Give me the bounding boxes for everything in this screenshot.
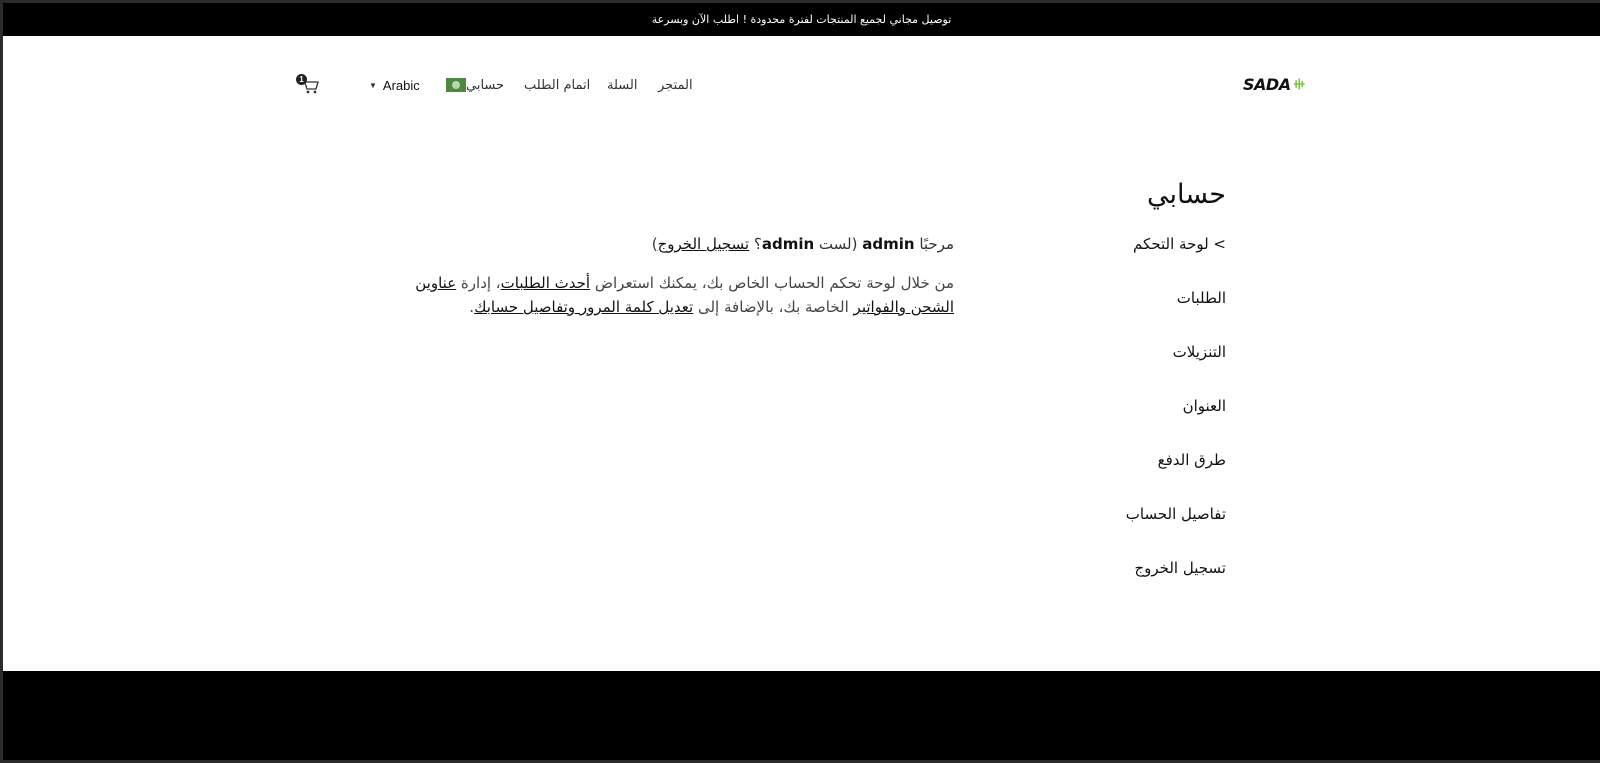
sidebar-item-address[interactable] bbox=[1183, 397, 1226, 415]
welcome-prefix: مرحبًا bbox=[919, 235, 954, 253]
caret-down-icon: ▼ bbox=[369, 80, 377, 90]
nav-my-account[interactable] bbox=[466, 75, 504, 95]
nav-checkout[interactable] bbox=[524, 75, 590, 95]
desc-part-4: . bbox=[469, 298, 475, 316]
announcement-text: توصيل مجاني لجميع المنتجات لفترة محدودة ! اطلب الآن وبسرعة bbox=[651, 13, 952, 26]
cart-count-badge: 1 bbox=[296, 74, 307, 85]
sidebar-item-dashboard[interactable] bbox=[1133, 235, 1226, 253]
sidebar-item-label: طرق الدفع bbox=[1157, 451, 1226, 469]
edit-account-link[interactable]: تعديل كلمة المرور وتفاصيل حسابك bbox=[474, 298, 694, 316]
sidebar-item-label: تفاصيل الحساب bbox=[1125, 505, 1226, 523]
desc-part-2: ، إدارة bbox=[456, 274, 501, 292]
announcement-bar bbox=[3, 3, 1600, 36]
language-selector[interactable] bbox=[369, 76, 466, 94]
dashboard-description bbox=[384, 271, 954, 319]
site-footer bbox=[3, 671, 1600, 760]
logo-text: SADA bbox=[1243, 74, 1291, 94]
desc-part-3: الخاصة بك، بالإضافة إلى bbox=[693, 298, 854, 316]
cart-button[interactable] bbox=[296, 74, 320, 94]
sidebar-item-label: > لوحة التحكم bbox=[1133, 235, 1226, 253]
sidebar-item-orders[interactable] bbox=[1177, 289, 1226, 307]
sidebar-item-account-details[interactable] bbox=[1126, 505, 1226, 523]
saudi-flag-icon bbox=[446, 78, 466, 92]
sidebar-item-label: تسجيل الخروج bbox=[1134, 559, 1226, 577]
sidebar-item-label: العنوان bbox=[1182, 397, 1226, 415]
sidebar-item-label: التنزيلات bbox=[1172, 343, 1226, 361]
welcome-question: ؟ bbox=[749, 235, 762, 253]
sidebar-item-label: الطلبات bbox=[1176, 289, 1226, 307]
site-logo[interactable] bbox=[1243, 73, 1305, 95]
desc-part-1: من خلال لوحة تحكم الحساب الخاص بك، يمكنك استعراض bbox=[590, 274, 954, 292]
page-frame bbox=[3, 3, 1600, 760]
welcome-username-2: admin bbox=[761, 235, 815, 253]
welcome-message bbox=[652, 235, 954, 253]
nav-checkout-label: اتمام الطلب bbox=[524, 77, 591, 93]
language-label: Arabic bbox=[382, 77, 420, 93]
sound-wave-icon bbox=[1293, 76, 1305, 92]
nav-cart-label: السلة bbox=[607, 77, 638, 93]
welcome-logout-link[interactable]: تسجيل الخروج bbox=[657, 235, 750, 253]
welcome-open-paren: (لست bbox=[814, 235, 863, 253]
welcome-username: admin bbox=[862, 235, 915, 253]
addresses-link[interactable]: عناوين الشحن والفواتير bbox=[415, 274, 954, 316]
sidebar-item-logout[interactable] bbox=[1134, 559, 1226, 577]
recent-orders-link[interactable]: أحدث الطلبات bbox=[500, 274, 591, 292]
nav-my-account-label: حسابي bbox=[466, 77, 505, 93]
nav-store-label: المتجر bbox=[658, 77, 693, 93]
welcome-close-paren: ) bbox=[651, 235, 658, 253]
sidebar-item-payment-methods[interactable] bbox=[1158, 451, 1226, 469]
nav-store[interactable] bbox=[658, 75, 693, 95]
page-title: حسابي bbox=[1146, 179, 1226, 210]
nav-cart[interactable] bbox=[607, 75, 637, 95]
sidebar-item-downloads[interactable] bbox=[1173, 343, 1226, 361]
